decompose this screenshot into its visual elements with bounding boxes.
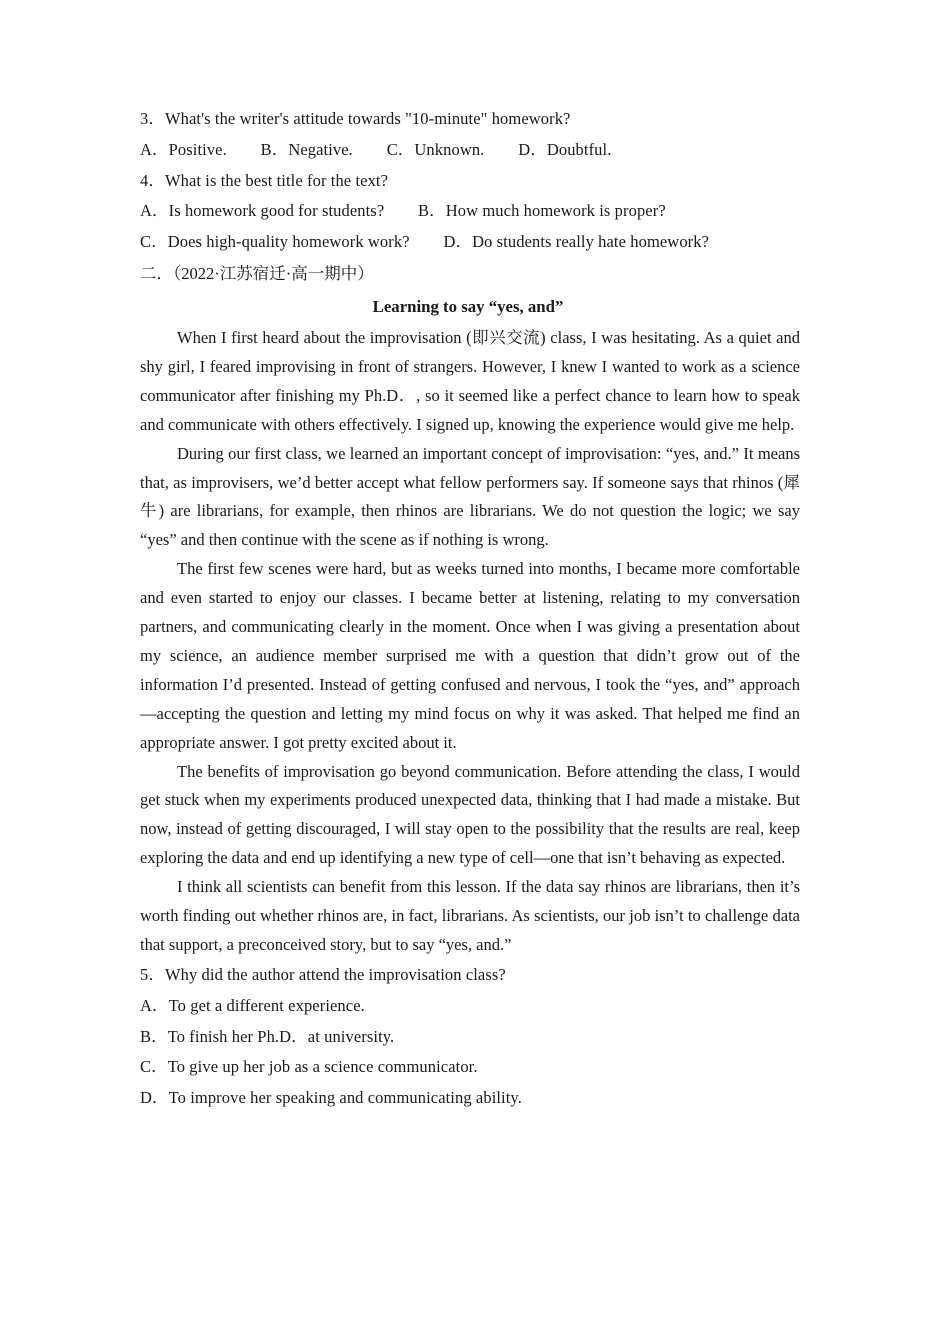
question-5-option-b[interactable]: B．To finish her Ph.D．at university. (140, 1026, 395, 1046)
question-5-option-a[interactable]: A．To get a different experience. (140, 995, 365, 1015)
article-title: Learning to say “yes, and” (372, 296, 564, 316)
question-3-stem: 3．What's the writer's attitude towards "10-minute" homework? (140, 109, 571, 128)
question-4-stem: 4．What is the best title for the text? (140, 170, 389, 190)
article-paragraph-4: The benefits of improvisation go beyond communication. Before attending the class, I would get stuck when my experiments produced unexpected data, thinking that I had made a mistake. But now, instead of getting discouraged, I will stay open to the possibility that the results are real, keep exploring the data and end up identifying a new type of cell—one that isn’t behaving as expected. (140, 761, 800, 868)
article-paragraph-2: During our first class, we learned an important concept of improvisation: “yes, and.” It means that, as improvisers, we’d better accept what fellow performers say. If someone says that rhinos (犀牛) are librarians, for example, then rhinos are librarians. We do not question the logic; we say “yes” and then continue with the scene as if nothing is wrong. (140, 443, 800, 550)
question-3-options[interactable]: A．Positive. B．Negative. C．Unknown. D．Doubtful. (140, 139, 612, 159)
question-4-options-row-2[interactable]: C．Does high-quality homework work? D．Do students really hate homework? (140, 232, 710, 252)
question-4-options-row-1[interactable]: A．Is homework good for students? B．How much homework is proper? (140, 201, 666, 221)
questions-block-top (140, 104, 800, 258)
page-content (140, 104, 800, 1114)
article-paragraph-3: The first few scenes were hard, but as weeks turned into months, I became more comfortable and even started to enjoy our classes. I became better at listening, relating to my conversation partners, and communicating clearly in the moment. Once when I was giving a presentation about my science, an audience member surprised me with a question that didn’t grow out of the information I’d presented. Instead of getting confused and nervous, I took the “yes, and” approach—accepting the question and letting my mind focus on why it was asked. That helped me find an appropriate answer. I got pretty excited about it. (140, 559, 800, 752)
question-5-option-c[interactable]: C．To give up her job as a science communicator. (140, 1057, 478, 1077)
article-paragraph-1: When I first heard about the improvisation (即兴交流) class, I was hesitating. As a quiet and shy girl, I feared improvising in front of strangers. However, I knew I wanted to work as a science communicator after finishing my Ph.D．, so it seemed like a perfect chance to learn how to speak and communicate with others effectively. I signed up, knowing the experience would give me help. (140, 327, 800, 434)
question-5-option-d[interactable]: D．To improve her speaking and communicating ability. (140, 1088, 522, 1108)
question-5-stem: 5．Why did the author attend the improvisation class? (140, 964, 506, 984)
questions-block-bottom (140, 960, 800, 1114)
section-heading: 二．（2022·江苏宿迁·高一期中） (140, 263, 374, 283)
article-paragraph-5: I think all scientists can benefit from this lesson. If the data say rhinos are librarians, then it’s worth finding out whether rhinos are, in fact, librarians. As scientists, our job isn’t to challenge data that support, a preconceived story, but to say “yes, and.” (140, 877, 800, 955)
